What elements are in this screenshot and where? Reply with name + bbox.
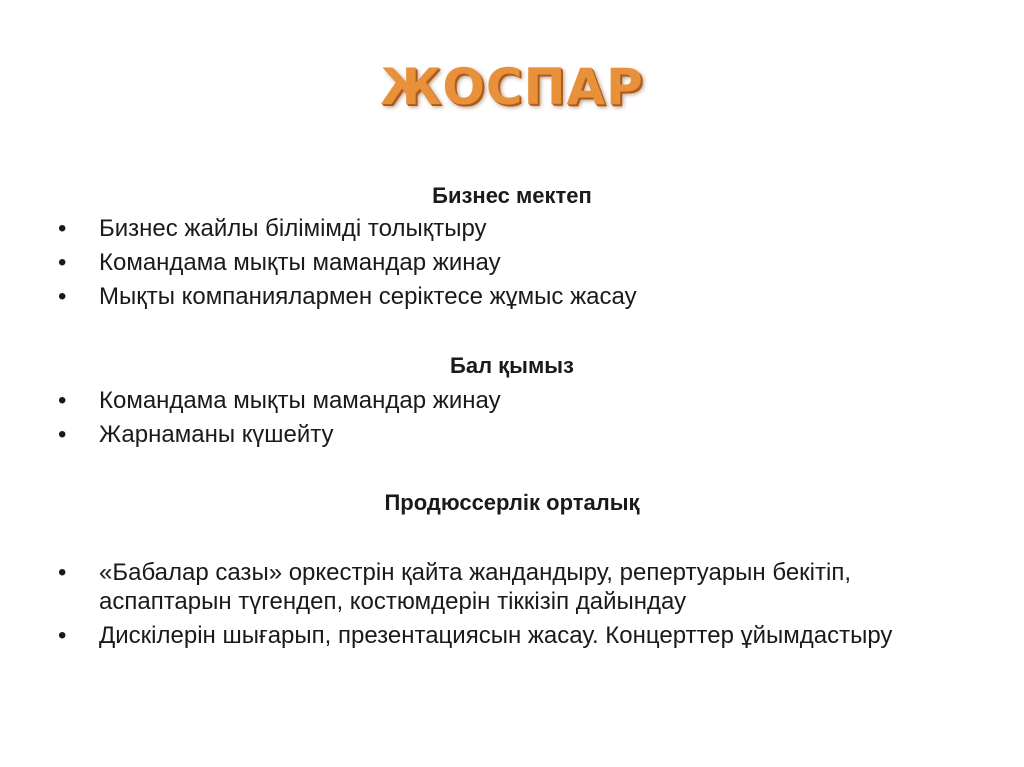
list-item-text: «Бабалар сазы» оркестрін қайта жандандыру, репертуарын бекітіп, аспаптарын түгендеп, костюмдерін тіккізіп дайындау [99,559,851,615]
list-item-text: Командама мықты мамандар жинау [99,387,501,414]
honey-kumis-list [56,386,956,454]
section-heading-honey-kumis: Бал қымыз [450,353,574,378]
bullet-icon: • [58,215,67,242]
list-item [56,621,956,650]
list-item [56,248,956,277]
list-item [56,558,956,616]
list-item-text: Дискілерін шығарып, презентациясын жасау. Концерттер ұйымдастыру [99,622,893,649]
list-item-text: Жарнаманы күшейту [99,421,334,448]
list-item [56,420,956,449]
list-item [56,282,956,311]
list-item-text: Командама мықты мамандар жинау [99,249,501,276]
bullet-icon: • [58,283,67,310]
section-heading-producer-center: Продюссерлік орталық [384,490,640,515]
list-item-text: Мықты компаниялармен серіктесе жұмыс жасау [99,283,637,310]
bullet-icon: • [58,559,67,586]
bullet-icon: • [58,622,67,649]
list-item-text: Бизнес жайлы білімімді толықтыру [99,215,487,242]
list-item [56,214,956,243]
slide-title: ЖОСПАР [380,58,644,116]
business-school-list [56,214,956,316]
bullet-icon: • [58,421,67,448]
bullet-icon: • [58,249,67,276]
list-item [56,386,956,415]
producer-center-list [56,558,956,655]
section-heading-business-school: Бизнес мектеп [432,183,592,208]
bullet-icon: • [58,387,67,414]
